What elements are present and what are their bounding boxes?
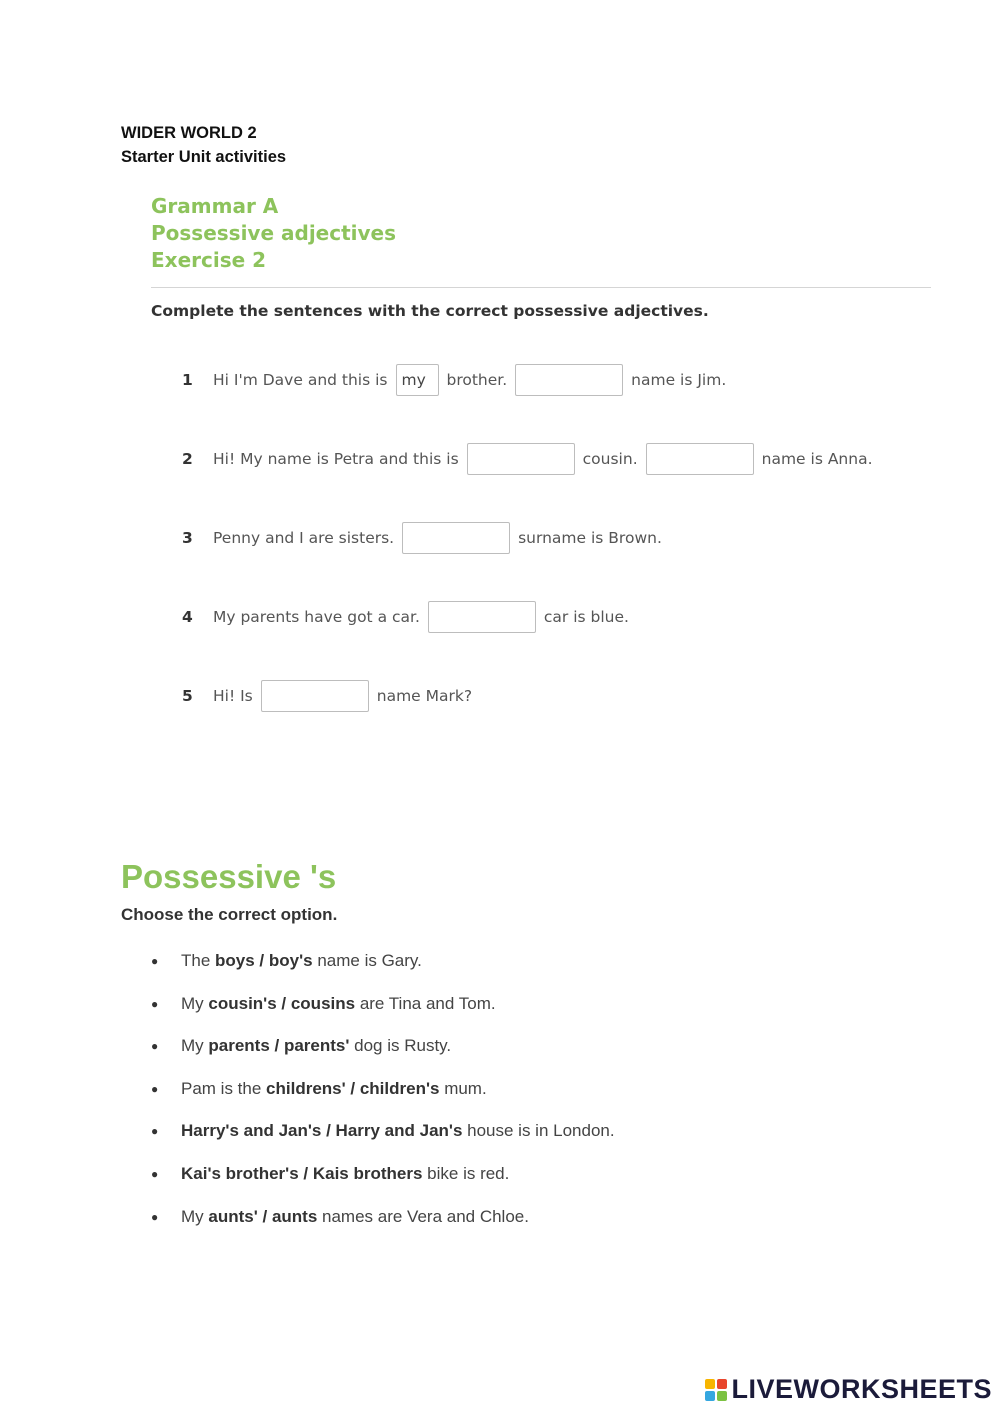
answer-gap-1b[interactable]	[515, 364, 623, 396]
answer-gap-1a[interactable]: my	[396, 364, 439, 396]
sentence-4	[182, 599, 873, 635]
sentence-number: 2	[182, 450, 193, 468]
sentence-text: Hi! My name is Petra and this is	[213, 450, 459, 468]
sentence-number: 1	[182, 371, 193, 389]
option-item: ● Pam is the childrens' / children's mum.	[121, 1078, 941, 1100]
logo-text: LIVEWORKSHEETS	[731, 1374, 992, 1404]
option-choice[interactable]: boys / boy's	[215, 951, 313, 970]
sentence-number: 3	[182, 529, 193, 547]
option-choice[interactable]: childrens' / children's	[266, 1078, 440, 1098]
answer-gap-3[interactable]	[402, 522, 510, 554]
sentence-text: car is blue.	[543, 608, 629, 626]
sentence-text: name is Anna.	[761, 450, 873, 468]
option-item: ● Kai's brother's / Kais brothers bike is red.	[121, 1163, 941, 1185]
grammar-subtitle: Possessive adjectives	[151, 221, 397, 245]
option-list	[121, 950, 941, 1228]
logo-square	[717, 1379, 727, 1389]
option-choice[interactable]: cousin's / cousins	[208, 993, 356, 1013]
logo-square	[717, 1391, 727, 1401]
grammar-title: Grammar A	[151, 194, 279, 218]
sentence-2	[182, 441, 873, 477]
possessive-instruction: Choose the correct option.	[121, 905, 338, 924]
divider	[151, 287, 931, 288]
option-choice[interactable]: Harry's and Jan's / Harry and Jan's	[181, 1121, 463, 1141]
option-choice[interactable]: aunts' / aunts	[208, 1206, 318, 1226]
answer-gap-4[interactable]	[428, 601, 536, 633]
liveworksheets-logo-icon	[705, 1379, 727, 1401]
answer-gap-5[interactable]	[261, 680, 369, 712]
option-item: ● The boys / boy's name is Gary.	[121, 950, 941, 972]
sentence-text: brother.	[446, 371, 508, 389]
book-title: WIDER WORLD 2	[121, 124, 257, 142]
liveworksheets-logo[interactable]	[705, 1374, 992, 1405]
option-choice[interactable]: parents / parents'	[208, 1036, 350, 1056]
sentence-text: name Mark?	[376, 687, 473, 705]
sentence-text: cousin.	[582, 450, 638, 468]
sentence-1	[182, 362, 873, 398]
sentence-text: My parents have got a car.	[213, 608, 420, 626]
sentence-text: Hi I'm Dave and this is	[213, 371, 388, 389]
sentence-text: surname is Brown.	[518, 529, 662, 547]
sentence-number: 4	[182, 608, 193, 626]
sentence-list	[182, 362, 873, 757]
option-item: ● My cousin's / cousins are Tina and Tom.	[121, 993, 941, 1015]
unit-title: Starter Unit activities	[121, 148, 287, 166]
exercise-title: Exercise 2	[151, 248, 267, 272]
possessive-section	[121, 855, 941, 1248]
option-item: ● My aunts' / aunts names are Vera and Chloe.	[121, 1206, 941, 1228]
grammar-instruction: Complete the sentences with the correct possessive adjectives.	[151, 302, 709, 320]
option-choice[interactable]: Kai's brother's / Kais brothers	[181, 1163, 423, 1183]
sentence-text: Hi! Is	[213, 687, 253, 705]
sentence-text: Penny and I are sisters.	[213, 529, 395, 547]
logo-square	[705, 1391, 715, 1401]
option-item: ● Harry's and Jan's / Harry and Jan's house is in London.	[121, 1120, 941, 1142]
possessive-title: Possessive 's	[121, 858, 337, 895]
sentence-text: name is Jim.	[631, 371, 727, 389]
document-header	[121, 121, 286, 169]
sentence-number: 5	[182, 687, 193, 705]
logo-square	[705, 1379, 715, 1389]
answer-gap-2a[interactable]	[467, 443, 575, 475]
option-item: ● My parents / parents' dog is Rusty.	[121, 1035, 941, 1057]
answer-gap-2b[interactable]	[646, 443, 754, 475]
grammar-section	[151, 193, 931, 320]
sentence-5	[182, 678, 873, 714]
sentence-3	[182, 520, 873, 556]
